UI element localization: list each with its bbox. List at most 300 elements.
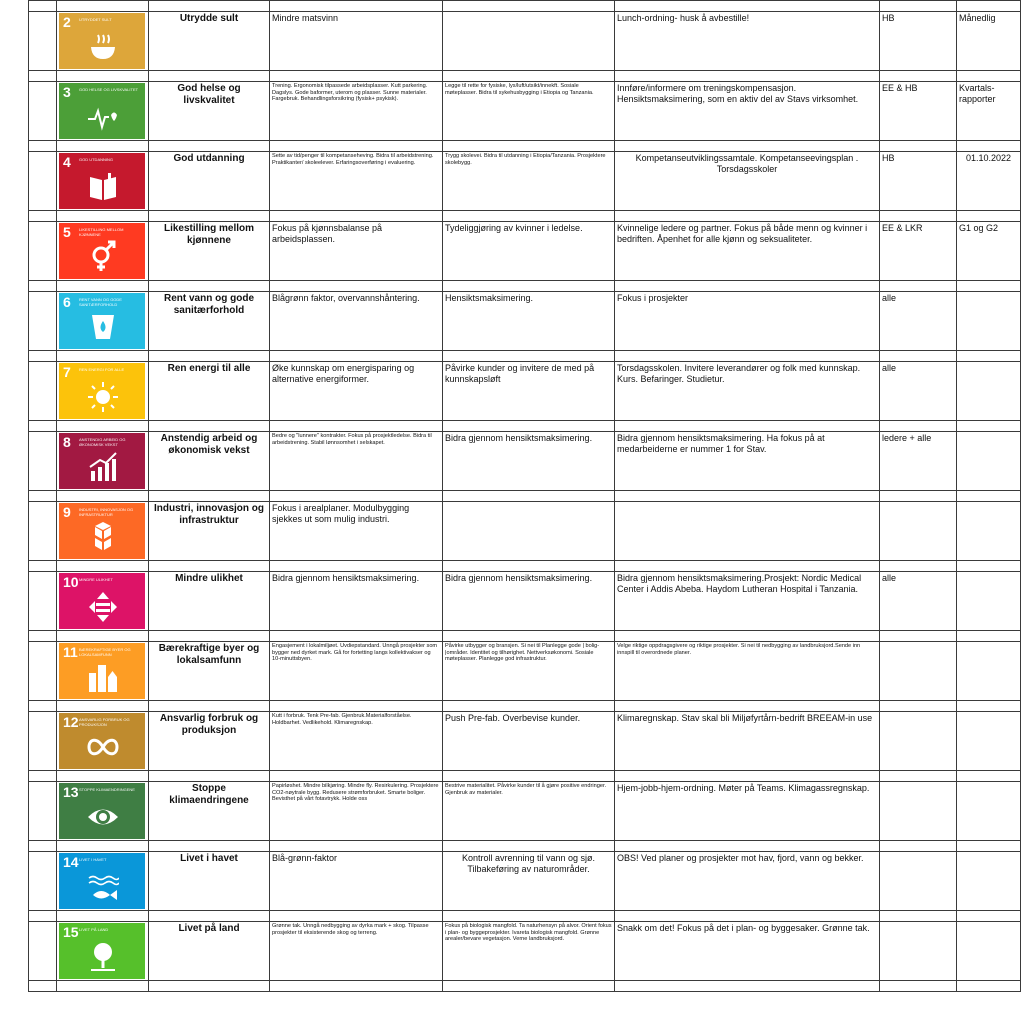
- spacer-cell: [957, 1, 1021, 12]
- spacer-cell: [270, 981, 443, 992]
- goal-actions-cell: Klimaregnskap. Stav skal bli Miljøfyrtårn-bedrift BREEAM-in use: [615, 712, 880, 771]
- goal-frequency-cell: Kvartals-rapporter: [957, 82, 1021, 141]
- spacer-cell: [880, 211, 957, 222]
- row-margin-cell: [29, 362, 57, 421]
- row-spacer: [29, 631, 1021, 642]
- spacer-cell: [149, 141, 270, 152]
- table-row: [29, 502, 1021, 561]
- growth-chart-icon: [87, 449, 119, 485]
- spacer-cell: [149, 981, 270, 992]
- row-margin-cell: [29, 152, 57, 211]
- sdg-goal-tile-title: GOD UTDANNING: [79, 157, 113, 162]
- spacer-cell: [443, 911, 615, 922]
- sdg-goal-tile: [59, 153, 145, 209]
- spacer-cell: [29, 631, 57, 642]
- spacer-cell: [615, 351, 880, 362]
- sdg-goal-tile: [59, 713, 145, 769]
- goal-actions-cell: Velge riktige oppdragsgivere og riktige prosjekter. Si nei til nedbygging av landbruksjord.Sende inn innspill til overordnede planer.: [615, 642, 880, 701]
- goal-measures-cell: Sette av tid/penger til kompetanseheving. Bidra til arbeidstrening. Praktikanter/ skoleelever. Erfaringsoverføring i evaluering.: [270, 152, 443, 211]
- sdg-goal-tile-title: REN ENERGI FOR ALLE: [79, 367, 125, 372]
- spacer-cell: [615, 141, 880, 152]
- goal-measures-cell: Blågrønn faktor, overvannshåntering.: [270, 292, 443, 351]
- goal-responsible-cell: ledere + alle: [880, 432, 957, 491]
- goal-responsible-cell: EE & LKR: [880, 222, 957, 281]
- goal-actions-cell: Snakk om det! Fokus på det i plan- og byggesaker. Grønne tak.: [615, 922, 880, 981]
- spacer-cell: [29, 841, 57, 852]
- spacer-cell: [57, 281, 149, 292]
- goal-actions-cell: [615, 502, 880, 561]
- row-margin-cell: [29, 782, 57, 841]
- goal-frequency-cell: [957, 362, 1021, 421]
- spacer-cell: [29, 491, 57, 502]
- goal-actions-cell: Lunch-ordning- husk å avbestille!: [615, 12, 880, 71]
- table-row: [29, 782, 1021, 841]
- spacer-cell: [29, 351, 57, 362]
- goal-name: Ren energi til alle: [149, 362, 270, 421]
- spacer-cell: [880, 771, 957, 782]
- gender-icon: [87, 239, 119, 275]
- spacer-cell: [29, 981, 57, 992]
- sdg-goal-tile: [59, 83, 145, 139]
- goal-responsible-cell: EE & HB: [880, 82, 957, 141]
- sdg-goal-tile: [59, 503, 145, 559]
- spacer-cell: [957, 841, 1021, 852]
- row-margin-cell: [29, 432, 57, 491]
- spacer-cell: [957, 421, 1021, 432]
- sdg-goal-number: 3: [63, 84, 71, 100]
- goal-measures-cell: Blå-grønn-faktor: [270, 852, 443, 911]
- row-spacer: [29, 281, 1021, 292]
- goal-measures-cell: Mindre matsvinn: [270, 12, 443, 71]
- goal-name: Livet i havet: [149, 852, 270, 911]
- row-margin-cell: [29, 852, 57, 911]
- row-spacer: [29, 211, 1021, 222]
- goal-responsible-cell: [880, 852, 957, 911]
- goal-responsible-cell: HB: [880, 12, 957, 71]
- goal-actions-cell: Kompetanseutviklingssamtale. Kompetanseevingsplan . Torsdagsskoler: [615, 152, 880, 211]
- row-spacer: [29, 841, 1021, 852]
- goal-responsible-cell: [880, 642, 957, 701]
- spacer-cell: [57, 211, 149, 222]
- goal-measures-cell: Engasjement i lokalmiljøet. Uvdiepstandard. Unngå prosjekter som bygger ned dyrket mark. Gå for fortetting langs kollektivakser og 10-minuttsbyen.: [270, 642, 443, 701]
- table-row: [29, 572, 1021, 631]
- goal-name: Industri, innovasjon og infrastruktur: [149, 502, 270, 561]
- spacer-cell: [443, 281, 615, 292]
- cubes-icon: [87, 519, 119, 555]
- sdg-goal-tile-title: LIKESTILLING MELLOM KJØNNENE: [79, 227, 124, 237]
- spacer-cell: [615, 421, 880, 432]
- row-spacer: [29, 71, 1021, 82]
- spacer-cell: [149, 1, 270, 12]
- goal-influence-cell: [443, 502, 615, 561]
- spacer-cell: [149, 281, 270, 292]
- spacer-cell: [880, 491, 957, 502]
- sdg-icon-cell: [57, 12, 149, 71]
- spacer-cell: [149, 841, 270, 852]
- goal-frequency-cell: [957, 782, 1021, 841]
- spacer-cell: [615, 561, 880, 572]
- goal-frequency-cell: 01.10.2022: [957, 152, 1021, 211]
- spacer-cell: [443, 981, 615, 992]
- row-spacer: [29, 771, 1021, 782]
- spacer-cell: [57, 701, 149, 712]
- goal-actions-cell: Kvinnelige ledere og partner. Fokus på både menn og kvinner i bedriften. Åpenhet for alle kjønn og seksualiteter.: [615, 222, 880, 281]
- sdg-icon-cell: [57, 782, 149, 841]
- spacer-cell: [957, 701, 1021, 712]
- spacer-cell: [149, 351, 270, 362]
- spacer-cell: [880, 1, 957, 12]
- spacer-cell: [443, 491, 615, 502]
- goal-measures-cell: Bidra gjennom hensiktsmaksimering.: [270, 572, 443, 631]
- spacer-cell: [880, 701, 957, 712]
- spacer-cell: [57, 491, 149, 502]
- goal-influence-cell: Kontroll avrenning til vann og sjø. Tilbakeføring av naturområder.: [443, 852, 615, 911]
- goal-name: Mindre ulikhet: [149, 572, 270, 631]
- goal-influence-cell: Bidra gjennom hensiktsmaksimering.: [443, 432, 615, 491]
- goal-actions-cell: Torsdagsskolen. Invitere leverandører og folk med kunnskap. Kurs. Befaringer. Studietur.: [615, 362, 880, 421]
- goal-frequency-cell: [957, 502, 1021, 561]
- sdg-goal-number: 6: [63, 294, 71, 310]
- sdg-icon-cell: [57, 152, 149, 211]
- goal-actions-cell: Bidra gjennom hensiktsmaksimering.Prosjekt: Nordic Medical Center i Addis Abeba. Haydom Lutheran Hospital i Tanzania.: [615, 572, 880, 631]
- table-row: [29, 432, 1021, 491]
- heartbeat-icon: [87, 99, 119, 135]
- goal-influence-cell: Påvirke utbygger og bransjen. Si nei til Planlegge gode | bolig-|områder. Identitet og tilhørighet. Nettverksøkonomi. Sosiale møteplasser. Planlegge god infrastruktur.: [443, 642, 615, 701]
- sdg-icon-cell: [57, 852, 149, 911]
- spacer-cell: [270, 841, 443, 852]
- infinity-icon: [87, 729, 119, 765]
- sdg-goal-number: 2: [63, 14, 71, 30]
- sdg-action-table: [28, 0, 1021, 992]
- sdg-icon-cell: [57, 712, 149, 771]
- goal-frequency-cell: [957, 642, 1021, 701]
- equality-icon: [87, 589, 119, 625]
- row-margin-cell: [29, 502, 57, 561]
- goal-influence-cell: Trygg skolevei. Bidra til utdanning i Etiopia/Tanzania. Prosjektere skolebygg.: [443, 152, 615, 211]
- spacer-cell: [270, 561, 443, 572]
- goal-responsible-cell: [880, 782, 957, 841]
- spacer-cell: [615, 491, 880, 502]
- row-margin-cell: [29, 82, 57, 141]
- spacer-cell: [880, 71, 957, 82]
- sdg-goal-tile: [59, 13, 145, 69]
- spacer-cell: [443, 561, 615, 572]
- spacer-cell: [880, 911, 957, 922]
- spacer-cell: [57, 141, 149, 152]
- sdg-goal-number: 4: [63, 154, 71, 170]
- spacer-cell: [29, 421, 57, 432]
- goal-responsible-cell: alle: [880, 362, 957, 421]
- row-spacer: [29, 561, 1021, 572]
- sdg-goal-tile-title: LIVET PÅ LAND: [79, 927, 109, 932]
- sdg-goal-tile-title: GOD HELSE OG LIVSKVALITET: [79, 87, 139, 92]
- water-drop-icon: [87, 309, 119, 345]
- goal-responsible-cell: alle: [880, 572, 957, 631]
- spacer-cell: [957, 351, 1021, 362]
- spacer-cell: [615, 841, 880, 852]
- spacer-cell: [615, 701, 880, 712]
- goal-name: Ansvarlig forbruk og produksjon: [149, 712, 270, 771]
- goal-frequency-cell: [957, 712, 1021, 771]
- sdg-goal-number: 14: [63, 854, 79, 870]
- goal-measures-cell: Fokus på kjønnsbalanse på arbeidsplassen.: [270, 222, 443, 281]
- spacer-cell: [615, 281, 880, 292]
- row-margin-cell: [29, 572, 57, 631]
- spacer-cell: [149, 421, 270, 432]
- sdg-icon-cell: [57, 432, 149, 491]
- goal-influence-cell: Tydeliggjøring av kvinner i ledelse.: [443, 222, 615, 281]
- tree-icon: [87, 939, 119, 975]
- sdg-icon-cell: [57, 922, 149, 981]
- sdg-goal-number: 8: [63, 434, 71, 450]
- spacer-cell: [880, 631, 957, 642]
- spacer-cell: [270, 491, 443, 502]
- spacer-cell: [615, 771, 880, 782]
- spacer-cell: [270, 351, 443, 362]
- spacer-cell: [29, 911, 57, 922]
- spacer-cell: [270, 631, 443, 642]
- sdg-goal-tile-title: ANSTENDIG ARBEID OG ØKONOMISK VEKST: [79, 437, 126, 447]
- table-row: [29, 922, 1021, 981]
- row-margin-cell: [29, 292, 57, 351]
- spacer-cell: [957, 281, 1021, 292]
- goal-name: Livet på land: [149, 922, 270, 981]
- goal-responsible-cell: HB: [880, 152, 957, 211]
- spacer-cell: [443, 631, 615, 642]
- sdg-goal-tile-title: STOPPE KLIMAENDRINGENE: [79, 787, 135, 792]
- goal-name: Bærekraftige byer og lokalsamfunn: [149, 642, 270, 701]
- sdg-goal-tile: [59, 783, 145, 839]
- table-row: [29, 362, 1021, 421]
- row-margin-cell: [29, 712, 57, 771]
- spacer-cell: [29, 141, 57, 152]
- goal-measures-cell: Kutt i forbruk. Tenk Pre-fab. Gjenbruk.Materialforståelse. Holdbarhet. Vedlikehold. Klimaregnskap.: [270, 712, 443, 771]
- spacer-cell: [29, 771, 57, 782]
- sdg-goal-number: 10: [63, 574, 79, 590]
- goal-measures-cell: Grønne tak. Unngå nedbygging av dyrka mark + skog. Tilpasse prosjekter til eksisterende skog og terreng.: [270, 922, 443, 981]
- spacer-cell: [880, 351, 957, 362]
- goal-measures-cell: Trening. Ergonomisk tilpassede arbeidsplasser. Kutt parkering. Dagslys. Gode baformer, uterom og plasser. Sunne materialer. Fargebruk. Behandlingsforsikring (fysisk+ psykisk).: [270, 82, 443, 141]
- sdg-goal-tile: [59, 223, 145, 279]
- spacer-cell: [57, 421, 149, 432]
- sdg-goal-number: 13: [63, 784, 79, 800]
- spacer-cell: [880, 981, 957, 992]
- sdg-icon-cell: [57, 292, 149, 351]
- sdg-goal-number: 12: [63, 714, 79, 730]
- table-row: [29, 152, 1021, 211]
- sdg-goal-number: 11: [63, 644, 78, 660]
- spacer-cell: [57, 841, 149, 852]
- spacer-cell: [57, 631, 149, 642]
- spacer-cell: [615, 1, 880, 12]
- goal-responsible-cell: [880, 922, 957, 981]
- sdg-goal-tile-title: RENT VANN OG GODE SANITÆRFORHOLD: [79, 297, 122, 307]
- spacer-cell: [443, 701, 615, 712]
- row-margin-cell: [29, 12, 57, 71]
- spacer-cell: [957, 771, 1021, 782]
- goal-measures-cell: Bedre og "lunnere" kontrakter. Fokus på prosjektledelse. Bidra til arbeidstrening. Stabil lønnsomhet i selskapet.: [270, 432, 443, 491]
- row-spacer: [29, 351, 1021, 362]
- city-icon: [87, 659, 119, 695]
- spacer-cell: [149, 491, 270, 502]
- book-icon: [87, 169, 119, 205]
- spacer-cell: [443, 421, 615, 432]
- row-spacer: [29, 141, 1021, 152]
- spacer-cell: [149, 771, 270, 782]
- sdg-icon-cell: [57, 502, 149, 561]
- sdg-goal-tile-title: BÆREKRAFTIGE BYER OG LOKALSAMFUNN: [79, 647, 131, 657]
- spacer-cell: [149, 561, 270, 572]
- goal-frequency-cell: [957, 572, 1021, 631]
- spacer-cell: [57, 1, 149, 12]
- spacer-cell: [29, 701, 57, 712]
- goal-influence-cell: Legge til rette for fysiske, lys/luft/utsikt/innekft. Sosiale møteplasser. Bidra til sykehusbygging i Etiopia og Tanzania.: [443, 82, 615, 141]
- goal-responsible-cell: [880, 502, 957, 561]
- table-row: [29, 12, 1021, 71]
- goal-actions-cell: Hjem-jobb-hjem-ordning. Møter på Teams. Klimagassregnskap.: [615, 782, 880, 841]
- spacer-cell: [615, 71, 880, 82]
- table-row: [29, 292, 1021, 351]
- spacer-cell: [29, 561, 57, 572]
- table-row: [29, 222, 1021, 281]
- eye-globe-icon: [87, 799, 119, 835]
- row-spacer: [29, 981, 1021, 992]
- spacer-cell: [57, 911, 149, 922]
- sdg-icon-cell: [57, 222, 149, 281]
- sdg-goal-number: 9: [63, 504, 71, 520]
- sdg-goal-tile-title: UTRYDDET SULT: [79, 17, 112, 22]
- spacer-cell: [270, 71, 443, 82]
- goal-influence-cell: Bidra gjennom hensiktsmaksimering.: [443, 572, 615, 631]
- spacer-cell: [149, 701, 270, 712]
- sun-icon: [87, 379, 119, 415]
- goal-name: God helse og livskvalitet: [149, 82, 270, 141]
- spacer-cell: [957, 631, 1021, 642]
- sdg-table-sheet: [28, 0, 1012, 1024]
- spacer-cell: [957, 981, 1021, 992]
- row-margin-cell: [29, 222, 57, 281]
- spacer-cell: [443, 71, 615, 82]
- spacer-cell: [270, 421, 443, 432]
- goal-influence-cell: [443, 12, 615, 71]
- goal-measures-cell: Øke kunnskap om energisparing og alternative energiformer.: [270, 362, 443, 421]
- bowl-icon: [87, 29, 119, 65]
- sdg-goal-tile-title: LIVET I HAVET: [79, 857, 107, 862]
- goal-influence-cell: Påvirke kunder og invitere de med på kunnskapsløft: [443, 362, 615, 421]
- spacer-cell: [57, 71, 149, 82]
- table-top-spacer: [29, 1, 1021, 12]
- goal-name: Likestilling mellom kjønnene: [149, 222, 270, 281]
- spacer-cell: [443, 771, 615, 782]
- goal-influence-cell: Fokus på biologisk mangfold. Ta naturhensyn på alvor. Orient fokus i plan- og byggeprosjekter. Ivareta biologisk mangfold. Grønne arealer/bevare vegetasjon. Verne landbruksjord.: [443, 922, 615, 981]
- spacer-cell: [270, 1, 443, 12]
- spacer-cell: [270, 771, 443, 782]
- table-row: [29, 852, 1021, 911]
- sdg-icon-cell: [57, 642, 149, 701]
- spacer-cell: [880, 281, 957, 292]
- spacer-cell: [57, 981, 149, 992]
- goal-measures-cell: Fokus i arealplaner. Modulbygging sjekkes ut som mulig industri.: [270, 502, 443, 561]
- fish-icon: [87, 869, 119, 905]
- sdg-goal-tile: [59, 923, 145, 979]
- table-row: [29, 712, 1021, 771]
- spacer-cell: [443, 1, 615, 12]
- spacer-cell: [957, 141, 1021, 152]
- goal-name: Anstendig arbeid og økonomisk vekst: [149, 432, 270, 491]
- sdg-icon-cell: [57, 572, 149, 631]
- goal-measures-cell: Papirløshet. Mindre bilkjøring. Mindre fly. Resirkulering. Prosjektere CO2-nøytrale bygg. Redusere strømforbruket. Smarte boliger. Bevisthet på vårt fotavtrykk. Holde oss: [270, 782, 443, 841]
- goal-actions-cell: Fokus i prosjekter: [615, 292, 880, 351]
- goal-frequency-cell: [957, 922, 1021, 981]
- goal-name: Stoppe klimaendringene: [149, 782, 270, 841]
- sdg-goal-number: 7: [63, 364, 71, 380]
- spacer-cell: [443, 141, 615, 152]
- spacer-cell: [57, 561, 149, 572]
- sdg-goal-tile: [59, 853, 145, 909]
- goal-frequency-cell: [957, 292, 1021, 351]
- goal-influence-cell: Bestrive materialitet. Påvirke kunder til å gjøre positive endringer. Gjenbruk av materialer.: [443, 782, 615, 841]
- spacer-cell: [270, 211, 443, 222]
- spacer-cell: [149, 211, 270, 222]
- spacer-cell: [29, 71, 57, 82]
- spacer-cell: [149, 911, 270, 922]
- spacer-cell: [615, 631, 880, 642]
- spacer-cell: [615, 911, 880, 922]
- spacer-cell: [957, 911, 1021, 922]
- goal-frequency-cell: [957, 852, 1021, 911]
- row-spacer: [29, 701, 1021, 712]
- spacer-cell: [957, 211, 1021, 222]
- sdg-icon-cell: [57, 82, 149, 141]
- sdg-goal-tile: [59, 433, 145, 489]
- goal-frequency-cell: [957, 432, 1021, 491]
- goal-influence-cell: Push Pre-fab. Overbevise kunder.: [443, 712, 615, 771]
- spacer-cell: [880, 421, 957, 432]
- spacer-cell: [270, 911, 443, 922]
- spacer-cell: [957, 561, 1021, 572]
- row-margin-cell: [29, 922, 57, 981]
- sdg-icon-cell: [57, 362, 149, 421]
- sdg-goal-tile-title: MINDRE ULIKHET: [79, 577, 113, 582]
- table-row: [29, 82, 1021, 141]
- spacer-cell: [29, 281, 57, 292]
- row-spacer: [29, 491, 1021, 502]
- goal-responsible-cell: [880, 712, 957, 771]
- sdg-goal-tile: [59, 573, 145, 629]
- goal-name: Rent vann og gode sanitærforhold: [149, 292, 270, 351]
- sdg-goal-tile-title: INDUSTRI, INNOVASJON OG INFRASTRUKTUR: [79, 507, 134, 517]
- sdg-goal-tile: [59, 363, 145, 419]
- spacer-cell: [615, 211, 880, 222]
- goal-actions-cell: OBS! Ved planer og prosjekter mot hav, fjord, vann og bekker.: [615, 852, 880, 911]
- sdg-goal-tile: [59, 293, 145, 349]
- sdg-goal-tile: [59, 643, 145, 699]
- goal-influence-cell: Hensiktsmaksimering.: [443, 292, 615, 351]
- goal-actions-cell: Bidra gjennom hensiktsmaksimering. Ha fokus på at medarbeiderne er nummer 1 for Stav.: [615, 432, 880, 491]
- spacer-cell: [957, 491, 1021, 502]
- spacer-cell: [880, 141, 957, 152]
- goal-responsible-cell: alle: [880, 292, 957, 351]
- goal-actions-cell: Innføre/informere om treningskompensasjon. Hensiktsmaksimering, som en aktiv del av Stavs virksomhet.: [615, 82, 880, 141]
- spacer-cell: [957, 71, 1021, 82]
- spacer-cell: [443, 351, 615, 362]
- sdg-goal-number: 15: [63, 924, 79, 940]
- spacer-cell: [443, 211, 615, 222]
- spacer-cell: [270, 701, 443, 712]
- spacer-cell: [443, 841, 615, 852]
- row-spacer: [29, 421, 1021, 432]
- row-spacer: [29, 911, 1021, 922]
